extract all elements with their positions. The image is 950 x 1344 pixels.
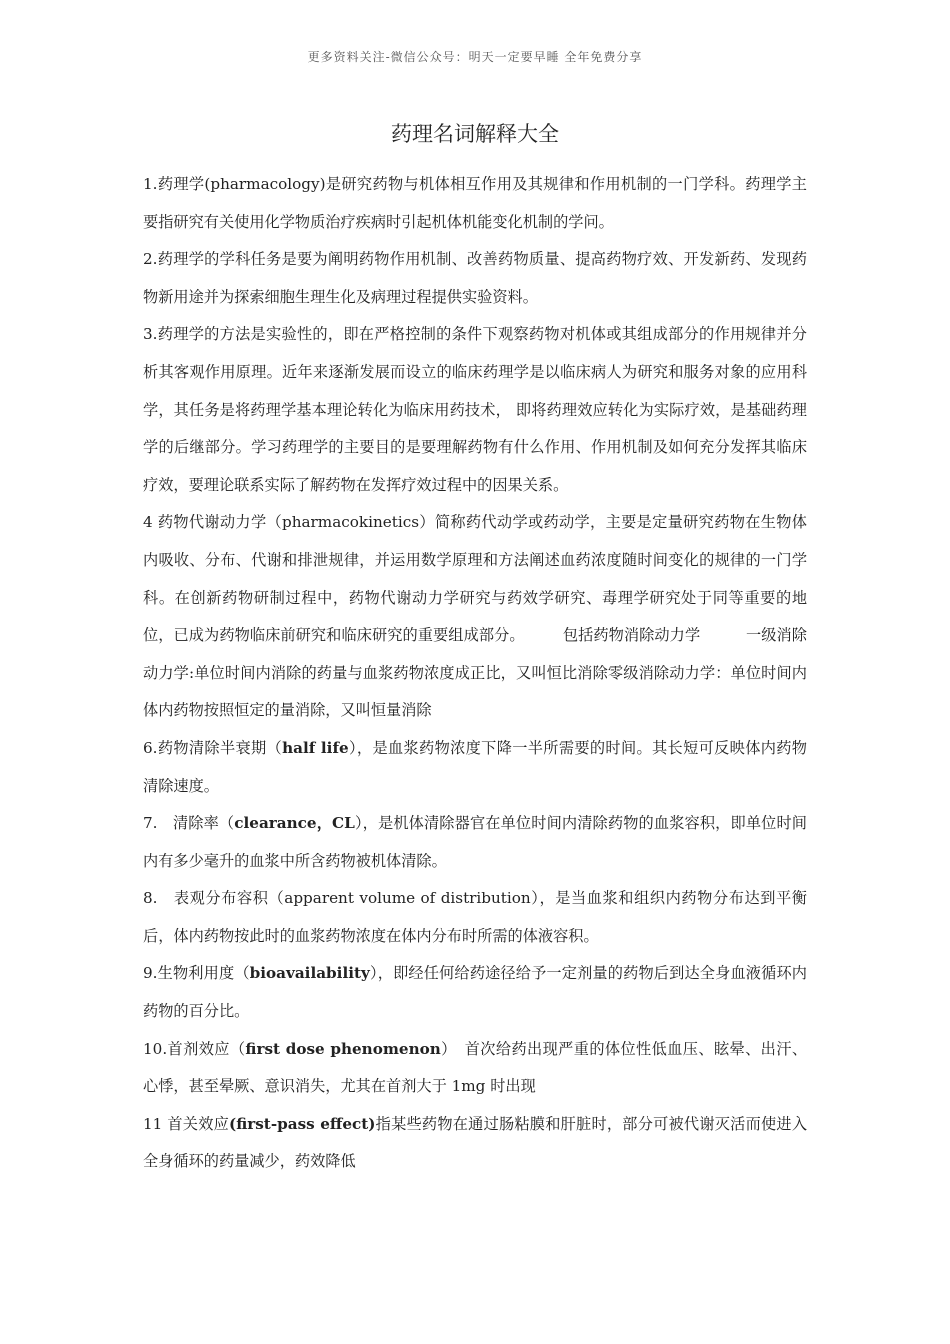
header-note: 更多资料关注-微信公众号：明天一定要早睡 全年免费分享 — [307, 50, 643, 64]
paragraph-9-term: bioavailability — [249, 964, 370, 983]
paragraph-8: 8. 表观分布容积（apparent volume of distribution），是当血浆和组织内药物分布达到平衡后，体内药物按此时的血浆药物浓度在体内分布时所需的体液容积。 — [143, 889, 807, 945]
paragraph-1: 1.药理学(pharmacology)是研究药物与机体相互作用及其规律和作用机制的一门学科。药理学主要指研究有关使用化学物质治疗疾病时引起机体机能变化机制的学问。 — [143, 175, 807, 231]
paragraph-11-body: 指某些药物在通过肠粘膜和肝脏时，部分可被代谢灭活而使进入全身循环的药量减少，药效降低 — [143, 1114, 808, 1171]
paragraph-9-body: ），即经任何给药途径给予一定剂量的药物后到达全身血液循环内药物的百分比。 — [143, 964, 807, 1021]
paragraph-11 — [143, 1106, 807, 1181]
paragraph-3: 3.药理学的方法是实验性的，即在严格控制的条件下观察药物对机体或其组成部分的作用规律并分析其客观作用原理。近年来逐渐发展而设立的临床药理学是以临床病人为研究和服务对象的应用科学，其任务是将药理学基本理论转化为临床用药技术， 即将药理效应转化为实际疗效，是基础药理学的后继部分。学习药理学的主要目的是要理解药物有什么作用、作用机制及如何充分发挥其临床疗效，要理论联系实际了解药物在发挥疗效过程中的因果关系。 — [143, 325, 807, 494]
paragraph-4: 4 药物代谢动力学（pharmacokinetics）简称药代动学或药动学，主要是定量研究药物在生物体内吸收、分布、代谢和排泄规律，并运用数学原理和方法阐述血药浓度随时间变化的规律的一门学科。在创新药物研制过程中，药物代谢动力学研究与药效学研究、毒理学研究处于同等重要的地位，已成为药物临床前研究和临床研究的重要组成部分。 包括药物消除动力学 一级消除动力学:单位时间内消除的药量与血浆药物浓度成正比，又叫恒比消除零级消除动力学：单位时间内体内药物按照恒定的量消除，又叫恒量消除 — [143, 513, 807, 720]
paragraph-2: 2.药理学的学科任务是要为阐明药物作用机制、改善药物质量、提高药物疗效、开发新药、发现药物新用途并为探索细胞生理生化及病理过程提供实验资料。 — [143, 250, 807, 306]
paragraph-7-body: ），是机体清除器官在单位时间内清除药物的血浆容积，即单位时间内有多少毫升的血浆中所含药物被机体清除。 — [143, 814, 807, 870]
paragraph-6-lead: 6.药物清除半衰期（ — [143, 738, 283, 757]
paragraph-6 — [143, 730, 807, 805]
paragraph-11-term: (first-pass effect) — [229, 1114, 376, 1133]
paragraph-9 — [143, 955, 807, 1030]
paragraph-6-body: ），是血浆药物浓度下降一半所需要的时间。其长短可反映体内药物清除速度。 — [143, 738, 807, 795]
page-title: 药理名词解释大全 — [391, 122, 559, 146]
paragraph-10-lead: 10.首剂效应（ — [143, 1039, 246, 1058]
paragraph-10 — [143, 1031, 807, 1106]
paragraph-9-lead: 9.生物利用度（ — [143, 964, 250, 983]
paragraph-10-term: first dose phenomenon — [245, 1039, 441, 1058]
paragraph-7-lead: 7. 清除率（ — [143, 814, 235, 833]
paragraph-10-body: ） 首次给药出现严重的体位性低血压、眩晕、出汗、心悸，甚至晕厥、意识消失，尤其在首剂大于 1mg 时出现 — [143, 1039, 808, 1096]
paragraph-7-term: clearance，CL — [234, 814, 355, 833]
paragraph-6-term: half life — [282, 738, 349, 757]
paragraph-11-lead: 11 首关效应 — [143, 1114, 230, 1133]
paragraph-7 — [143, 805, 807, 880]
document-body — [143, 166, 807, 1181]
